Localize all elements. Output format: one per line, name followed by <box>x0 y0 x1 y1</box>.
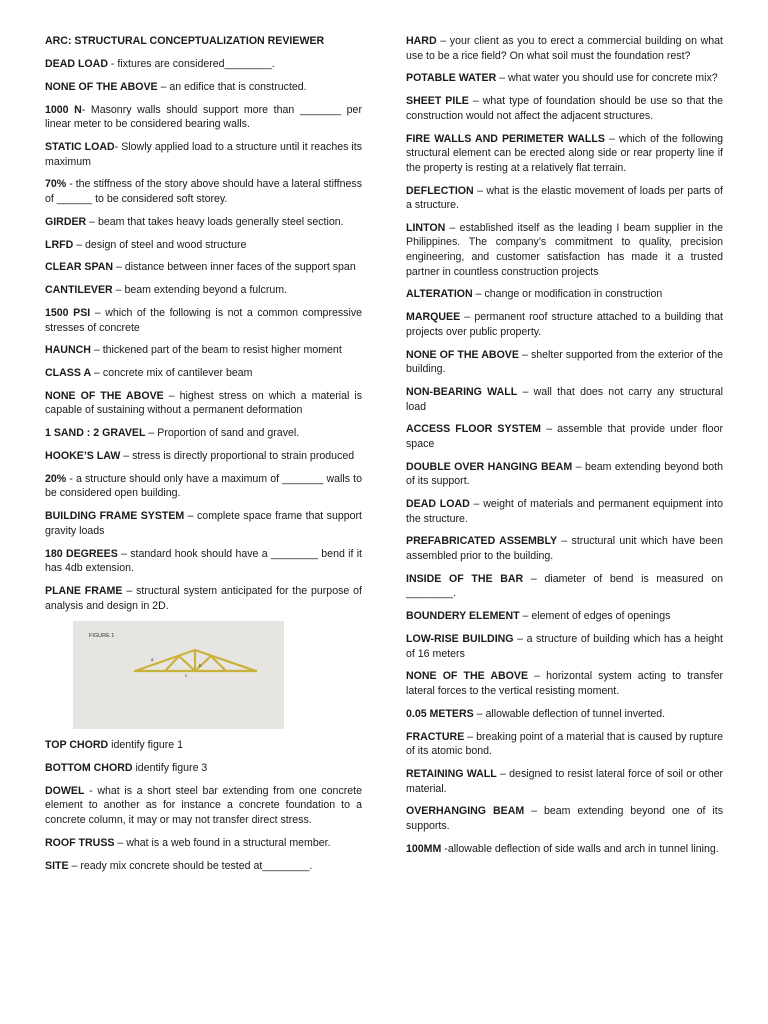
item-definition: what is a short steel bar extending from one concrete element to another as for instance a concrete foundation to a concrete column, it may or may not transfer direct stress. <box>45 784 362 827</box>
reviewer-item <box>45 80 362 95</box>
item-separator: – <box>184 510 197 523</box>
reviewer-item <box>45 57 362 72</box>
item-definition: highest stress on which a material is capable of sustaining without a permanent deformation <box>45 389 362 417</box>
item-term: SITE <box>45 859 69 872</box>
item-term: 1000 N <box>45 103 82 116</box>
reviewer-item <box>406 730 723 759</box>
item-definition: thickened part of the beam to resist higher moment <box>102 344 342 357</box>
item-definition: complete space frame that support gravity loads <box>45 510 363 537</box>
item-separator: – <box>524 805 544 818</box>
item-term: CLASS A <box>45 367 92 380</box>
item-definition: ready mix concrete should be tested at________. <box>80 859 313 872</box>
item-separator: – <box>528 670 547 683</box>
item-separator: – <box>519 610 532 623</box>
item-definition: concrete mix of cantilever beam <box>102 367 253 380</box>
item-definition: an edifice that is constructed. <box>169 80 307 93</box>
item-definition: which of the following is not a common compressive stresses of concrete <box>45 306 363 334</box>
item-separator: – <box>112 284 125 297</box>
item-term: LINTON <box>406 221 446 234</box>
reviewer-item <box>406 609 723 624</box>
item-separator: – <box>518 348 531 361</box>
reviewer-item <box>406 669 723 698</box>
reviewer-item <box>45 859 362 874</box>
item-term: HAUNCH <box>45 344 91 357</box>
item-definition: allowable deflection of side walls and arch in tunnel lining. <box>447 842 719 855</box>
right-items <box>406 34 723 856</box>
reviewer-item <box>406 707 723 722</box>
left-items-top <box>45 57 362 613</box>
item-term: ACCESS FLOOR SYSTEM <box>406 423 541 436</box>
item-definition: what is the elastic movement of loads per parts of a structure. <box>406 184 724 212</box>
item-definition: wall that does not carry any structural load <box>406 385 724 413</box>
item-term: DEAD LOAD <box>45 58 108 71</box>
item-separator: – <box>496 72 509 85</box>
item-definition: which of the following structural element can be erected along side or rear property line if the property is resting at a relatively flat terrain. <box>406 132 723 174</box>
reviewer-item <box>406 132 723 176</box>
item-term: DEAD LOAD <box>406 498 470 511</box>
reviewer-item <box>45 260 362 275</box>
truss-figure <box>73 621 284 729</box>
item-term: FRACTURE <box>406 730 465 743</box>
item-separator: – <box>517 385 534 398</box>
item-term: FIRE WALLS AND PERIMETER WALLS <box>406 132 605 145</box>
reviewer-item <box>406 71 723 86</box>
item-separator: - <box>441 842 448 855</box>
reviewer-item <box>45 761 362 776</box>
item-definition: identify figure 1 <box>111 739 183 752</box>
item-separator: – <box>91 367 103 380</box>
reviewer-item <box>45 283 362 298</box>
reviewer-item <box>45 584 362 613</box>
truss-drawing <box>73 621 284 729</box>
item-separator: – <box>86 215 98 228</box>
item-separator: – <box>436 35 450 47</box>
item-separator: – <box>68 859 81 872</box>
item-term: BOTTOM CHORD <box>45 762 133 775</box>
reviewer-item <box>406 632 723 661</box>
figure-label-a: a <box>151 657 154 663</box>
item-term: 1500 PSI <box>45 306 91 319</box>
item-term: LOW-RISE BUILDING <box>406 633 514 645</box>
item-definition: assemble that provide under floor space <box>406 423 723 450</box>
reviewer-item <box>45 366 362 381</box>
item-term: CANTILEVER <box>45 284 113 297</box>
item-term: 20% <box>45 472 67 485</box>
item-term: HARD <box>406 35 437 47</box>
item-separator: – <box>469 498 484 511</box>
reviewer-item <box>406 221 723 279</box>
item-separator: – <box>513 633 527 645</box>
item-separator: - <box>66 178 76 191</box>
item-separator: – <box>523 572 545 585</box>
item-definition: beam extending beyond one of its supports. <box>406 805 723 832</box>
reviewer-item <box>45 472 362 501</box>
reviewer-item <box>406 310 723 339</box>
item-term: 100MM <box>406 842 442 855</box>
left-items-bottom <box>45 738 362 873</box>
item-definition: designed to resist lateral force of soil or other material. <box>406 767 724 795</box>
item-definition: Proportion of sand and gravel. <box>157 427 300 440</box>
reviewer-item <box>45 426 362 441</box>
reviewer-item <box>406 842 723 857</box>
figure-caption: FIGURE 1 <box>89 633 115 640</box>
item-term: BOUNDERY ELEMENT <box>406 610 520 623</box>
item-separator: – <box>604 132 619 145</box>
reviewer-item <box>45 306 362 335</box>
item-term: NON-BEARING WALL <box>406 385 518 398</box>
item-separator: – <box>117 547 131 560</box>
item-term: RETAINING WALL <box>406 767 497 780</box>
item-definition: allowable deflection of tunnel inverted. <box>485 707 666 720</box>
left-column <box>45 34 362 881</box>
reviewer-item <box>45 177 362 206</box>
item-separator: – <box>122 584 137 597</box>
item-separator: – <box>445 221 460 234</box>
reviewer-item <box>45 836 362 851</box>
item-definition: beam that takes heavy loads generally steel section. <box>97 215 344 228</box>
item-term: NONE OF THE ABOVE <box>406 670 529 683</box>
item-separator: - <box>66 472 76 485</box>
item-separator: – <box>157 80 170 93</box>
item-definition: shelter supported from the exterior of the building. <box>406 348 723 376</box>
item-definition: identify figure 3 <box>135 762 208 775</box>
item-definition: Masonry walls should support more than _______ per linear meter to be considered bearing walls. <box>45 103 362 131</box>
item-separator: – <box>114 836 127 849</box>
reviewer-item <box>45 547 362 576</box>
item-term: ROOF TRUSS <box>45 836 115 849</box>
item-definition: the stiffness of the story above should have a lateral stiffness of ______ to be considered soft storey. <box>45 178 362 205</box>
item-separator: - <box>107 58 118 71</box>
item-term: DEFLECTION <box>406 184 474 197</box>
reviewer-item <box>406 34 723 63</box>
reviewer-item <box>45 215 362 230</box>
item-definition: horizontal system acting to transfer lateral forces to the vertical resisting moment. <box>406 670 723 697</box>
item-separator: – <box>572 460 585 473</box>
item-separator: – <box>557 535 572 548</box>
figure-label-b: b <box>199 663 202 669</box>
item-term: NONE OF THE ABOVE <box>406 348 519 361</box>
item-definition: Slowly applied load to a structure until it reaches its maximum <box>45 141 362 168</box>
reviewer-item <box>406 767 723 796</box>
item-definition: change or modification in construction <box>484 288 663 301</box>
item-term: LRFD <box>45 238 74 251</box>
item-separator: – <box>120 450 133 462</box>
item-term: INSIDE OF THE BAR <box>406 572 524 585</box>
item-term: 0.05 METERS <box>406 707 474 720</box>
item-term: POTABLE WATER <box>406 72 497 85</box>
item-term: NONE OF THE ABOVE <box>45 389 164 402</box>
reviewer-item <box>406 385 723 414</box>
item-definition: element of edges of openings <box>531 610 671 623</box>
item-separator: – <box>145 427 158 440</box>
item-separator: – <box>460 311 475 324</box>
item-term: PREFABRICATED ASSEMBLY <box>406 535 558 548</box>
item-term: DOWEL <box>45 784 85 797</box>
item-definition: your client as you to erect a commercial building on what use to be a rice field? On what soil must the foundation rest? <box>406 35 723 62</box>
item-separator: – <box>163 389 180 402</box>
reviewer-item <box>45 784 362 828</box>
item-term: 1 SAND : 2 GRAVEL <box>45 427 146 440</box>
item-definition: a structure of building which has a height of 16 meters <box>406 633 723 660</box>
item-separator: – <box>496 767 510 780</box>
reviewer-item <box>45 449 362 464</box>
reviewer-item <box>45 140 362 169</box>
item-definition: what type of foundation should be use so that the construction would not affect the adjacent structures. <box>406 95 724 122</box>
item-separator: – <box>113 261 125 274</box>
item-separator: – <box>473 707 486 720</box>
reviewer-item <box>45 238 362 253</box>
reviewer-item <box>406 497 723 526</box>
item-definition: distance between inner faces of the support span <box>124 261 356 274</box>
item-separator: – <box>472 288 485 301</box>
item-separator: – <box>473 184 487 197</box>
item-separator: - <box>81 103 91 116</box>
reviewer-item <box>45 738 362 753</box>
item-definition: what water you should use for concrete mix? <box>508 72 718 85</box>
item-definition: beam extending beyond a fulcrum. <box>124 284 288 297</box>
reviewer-item <box>406 422 723 451</box>
item-term: MARQUEE <box>406 311 461 324</box>
item-separator: - <box>114 141 122 154</box>
page-title: ARC: STRUCTURAL CONCEPTUALIZATION REVIEWER <box>45 35 325 47</box>
item-term: TOP CHORD <box>45 739 109 752</box>
item-separator: – <box>73 238 86 251</box>
item-separator: – <box>90 306 106 319</box>
item-term: SHEET PILE <box>406 95 469 108</box>
item-definition: a structure should only have a maximum of _______ walls to be considered open building. <box>45 472 362 500</box>
item-definition: stress is directly proportional to strain produced <box>132 450 355 462</box>
reviewer-item <box>406 94 723 123</box>
item-definition: permanent roof structure attached to a building that projects over public property. <box>406 311 724 338</box>
item-definition: what is a web found in a structural member. <box>126 836 331 849</box>
item-term: NONE OF THE ABOVE <box>45 80 158 93</box>
item-term: ALTERATION <box>406 288 473 301</box>
reviewer-item <box>406 348 723 377</box>
item-separator: – <box>468 95 483 108</box>
item-definition: breaking point of a material that is caused by rupture of its atomic bond. <box>406 730 723 758</box>
item-term: PLANE FRAME <box>45 584 123 597</box>
item-term: DOUBLE OVER HANGING BEAM <box>406 460 573 473</box>
reviewer-item <box>45 343 362 358</box>
reviewer-item <box>45 389 362 418</box>
item-term: 70% <box>45 178 67 191</box>
reviewer-item <box>406 534 723 563</box>
item-separator: – <box>541 423 558 436</box>
item-definition: weight of materials and permanent equipment into the structure. <box>406 498 723 525</box>
item-definition: structural system anticipated for the purpose of analysis and design in 2D. <box>45 584 362 612</box>
item-separator: – <box>464 730 477 743</box>
item-term: STATIC LOAD <box>45 141 115 154</box>
item-term: OVERHANGING BEAM <box>406 805 525 818</box>
item-definition: standard hook should have a ________ bend if it has 4db extension. <box>45 547 362 575</box>
reviewer-item <box>45 103 362 132</box>
item-definition: design of steel and wood structure <box>85 238 247 251</box>
item-definition: established itself as the leading I beam supplier in the Philippines. The company’s commitment to quality, precision engineering, and customer satisfaction has made it a trusted partner in countless construction projects <box>406 221 723 278</box>
reviewer-item <box>406 804 723 833</box>
item-definition: fixtures are considered________. <box>117 58 275 71</box>
item-definition: beam extending beyond both of its support. <box>406 460 723 488</box>
reviewer-item <box>406 460 723 489</box>
item-definition: structural unit which have been assembled prior to the building. <box>406 535 723 563</box>
item-term: HOOKE’S LAW <box>45 450 121 462</box>
item-term: 180 DEGREES <box>45 547 118 560</box>
reviewer-item <box>406 287 723 302</box>
reviewer-item <box>45 509 362 538</box>
right-column <box>406 34 723 864</box>
item-term: CLEAR SPAN <box>45 261 114 274</box>
item-separator: – <box>90 344 103 357</box>
item-term: GIRDER <box>45 215 87 228</box>
item-definition: diameter of bend is measured on ________. <box>406 572 723 600</box>
reviewer-item <box>406 572 723 601</box>
item-term: BUILDING FRAME SYSTEM <box>45 510 185 523</box>
item-separator: - <box>84 784 98 797</box>
reviewer-item <box>406 184 723 213</box>
figure-label-c: c <box>185 673 188 679</box>
